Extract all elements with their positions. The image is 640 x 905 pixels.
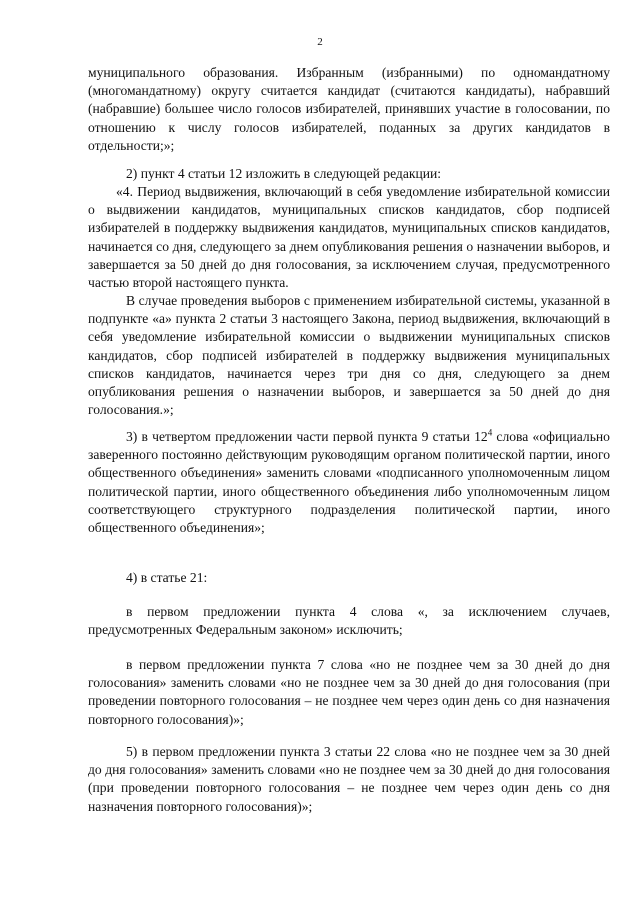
paragraph-item-4-point-7: в первом предложении пункта 7 слова «но не позднее чем за 30 дней до дня голосования» заменить словами «но не позднее чем за 30 дней до дня голосования (при проведении повторного голосования – не позднее чем через один день со дня назначения повторного голосования)»; bbox=[88, 657, 610, 727]
paragraph-item-3 bbox=[88, 428, 610, 537]
paragraph-item-5: 5) в первом предложении пункта 3 статьи 22 слова «но не позднее чем за 30 дней до дня голосования» заменить словами «но не позднее чем за 30 дней до дня голосования (при проведении повторного голосования – не позднее чем через один день со дня назначения повторного голосования)»; bbox=[88, 744, 610, 814]
paragraph-second-part: В случае проведения выборов с применением избирательной системы, указанной в подпункте «а» пункта 2 статьи 3 настоящего Закона, период выдвижения, включающий в себя уведомление избирательной комиссии о выдвижении муниципальных списков кандидатов, сбор подписей избирателей в поддержку выдвижения муниципальных списков кандидатов, начинается через три дня со дня, следующего за днем опубликования решения о назначении выборов, и завершается за 50 дней до дня голосования.»; bbox=[88, 293, 610, 418]
item-3-superscript: 4 bbox=[487, 427, 493, 438]
paragraph-item-2: 2) пункт 4 статьи 12 изложить в следующей редакции: bbox=[126, 166, 442, 181]
paragraph-continuation: муниципального образования. Избранным (избранными) по одномандатному (многомандатному) округу считается кандидат (считаются кандидаты), набравший (набравшие) большее число голосов избирателей, принявших участие в голосовании, по отношению к числу голосов избирателей, поданных за других кандидатов в отдельности;»; bbox=[88, 65, 610, 153]
paragraph-quote-4: «4. Период выдвижения, включающий в себя уведомление избирательной комиссии о выдвижении кандидатов, муниципальных списков кандидатов, сбор подписей избирателей в поддержку выдвижения кандидатов, муниципальных списков кандидатов, начинается со дня, следующего за днем опубликования решения о назначении выборов, и завершается за 50 дней до дня голосования, за исключением случая, предусмотренного частью второй настоящего пункта. bbox=[88, 184, 610, 291]
item-3-tail: слова bbox=[492, 429, 529, 444]
paragraph-item-4-point-4: в первом предложении пункта 4 слова «, за исключением случаев, предусмотренных Федеральным законом» исключить; bbox=[88, 604, 610, 638]
page-number: 2 bbox=[317, 36, 323, 48]
item-3-body: «официально заверенного постоянно действующим руководящим органом политической партии, иного общественного объединения» заменить словами «подписанного уполномоченным лицом политической партии, иного общественного объединения либо уполномоченным лицом соответствующего структурного подразделения политической партии, иного общественного объединения»; bbox=[88, 429, 610, 536]
item-3-lead: 3) в четвертом предложении части первой пункта 9 статьи 12 bbox=[126, 429, 488, 444]
paragraph-item-4: 4) в статье 21: bbox=[126, 570, 208, 585]
